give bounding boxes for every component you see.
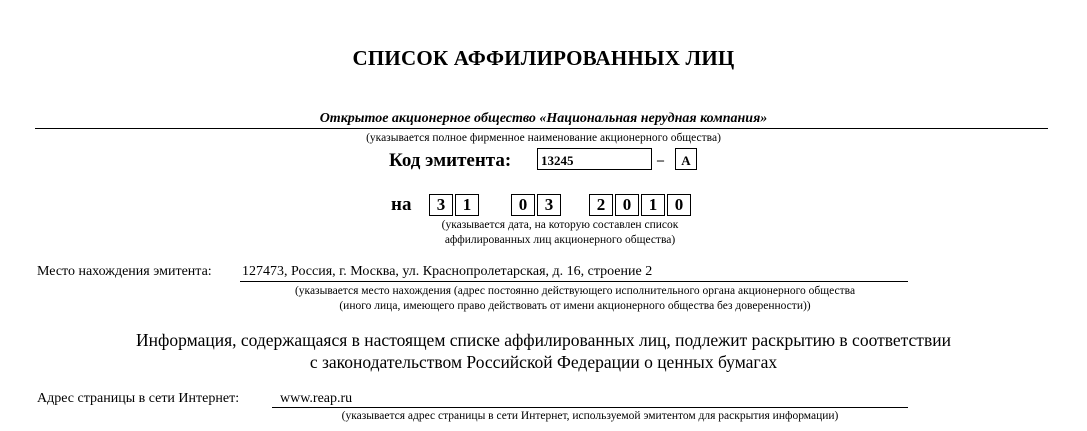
issuer-code-suffix-field: A bbox=[675, 148, 697, 170]
date-month-digit-1: 0 bbox=[511, 194, 535, 216]
date-note-line-2: аффилированных лиц акционерного общества) bbox=[444, 234, 676, 246]
page-title: СПИСОК АФФИЛИРОВАННЫХ ЛИЦ bbox=[352, 46, 735, 70]
location-note bbox=[230, 284, 920, 314]
date-year-digit-4: 0 bbox=[667, 194, 691, 216]
location-label: Место нахождения эмитента: bbox=[37, 264, 212, 279]
disclosure-info-line-1: Информация, содержащаяся в настоящем списке аффилированных лиц, подлежит раскрытию в соответствии bbox=[136, 330, 951, 350]
location-note-line-1: (указывается место нахождения (адрес постоянно действующего исполнительного органа акционерного общества bbox=[294, 285, 856, 297]
company-underline bbox=[35, 128, 1048, 129]
website-note: (указывается адрес страницы в сети Интернет, используемой эмитентом для раскрытия информации) bbox=[341, 410, 839, 422]
date-month-digit-2: 3 bbox=[537, 194, 561, 216]
company-note: (указывается полное фирменное наименование акционерного общества) bbox=[366, 132, 721, 144]
date-label: на bbox=[391, 194, 412, 215]
date-day-digit-1: 3 bbox=[429, 194, 453, 216]
date-note-line-1: (указывается дата, на которую составлен список bbox=[441, 219, 679, 231]
issuer-code-dash: – bbox=[657, 153, 664, 168]
company-name: Открытое акционерное общество «Национальная нерудная компания» bbox=[319, 111, 768, 126]
disclosure-info bbox=[0, 329, 1087, 373]
date-day-digit-2: 1 bbox=[455, 194, 479, 216]
date-note bbox=[400, 218, 720, 248]
issuer-code-field: 13245 bbox=[537, 148, 652, 170]
website-label: Адрес страницы в сети Интернет: bbox=[37, 391, 240, 406]
website-underline bbox=[272, 407, 908, 408]
date-year-digit-1: 2 bbox=[589, 194, 613, 216]
location-note-line-2: (иного лица, имеющего право действовать от имени акционерного общества без доверенности)) bbox=[339, 300, 811, 312]
disclosure-info-line-2: с законодательством Российской Федерации о ценных бумагах bbox=[309, 352, 778, 372]
date-year-digit-2: 0 bbox=[615, 194, 639, 216]
location-value: 127473, Россия, г. Москва, ул. Краснопролетарская, д. 16, строение 2 bbox=[242, 264, 653, 279]
website-value: www.reap.ru bbox=[280, 391, 353, 406]
issuer-code-label: Код эмитента: bbox=[389, 150, 512, 171]
location-underline bbox=[240, 281, 908, 282]
date-year-digit-3: 1 bbox=[641, 194, 665, 216]
